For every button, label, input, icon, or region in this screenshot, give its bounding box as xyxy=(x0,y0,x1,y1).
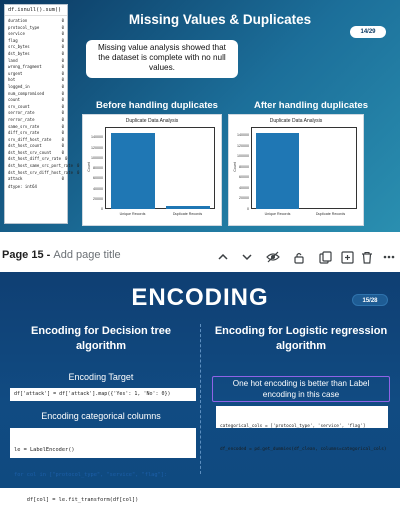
null-count-value: 0 xyxy=(61,130,64,136)
trash-icon[interactable] xyxy=(358,248,376,266)
code-line: df[col] = le.fit_transform(df[col]) xyxy=(14,496,139,503)
null-count-row xyxy=(5,18,67,25)
null-count-row xyxy=(5,150,67,157)
slide-title: Missing Values & Duplicates xyxy=(128,12,312,27)
column-name: urgent xyxy=(8,70,23,76)
null-count-value: 0 xyxy=(61,57,64,63)
encoding-target-code xyxy=(10,388,196,401)
null-count-row xyxy=(5,38,67,45)
code-line: categorical_cols = ['protocol_type', 'service', 'flag'] xyxy=(220,424,366,429)
null-count-row xyxy=(5,64,67,71)
code-text: df['attack'] = df['attack'].map({'Yes': 1, 'No': 0}) xyxy=(14,391,171,397)
y-axis-label: Count xyxy=(86,162,91,172)
column-name: protocol_type xyxy=(8,24,40,30)
null-count-row xyxy=(5,104,67,111)
after-duplicates-chart xyxy=(228,114,364,226)
null-count-value: 0 xyxy=(61,37,64,43)
column-name: duration xyxy=(8,18,28,23)
null-count-value: 0 xyxy=(61,116,64,122)
chevron-down-icon[interactable] xyxy=(238,248,256,266)
page-badge: 14/29 xyxy=(350,26,386,38)
null-count-value: 0 xyxy=(61,103,64,109)
y-tick-label: 40000 xyxy=(239,185,249,190)
column-name: serror_rate xyxy=(8,110,35,116)
null-count-value: 0 xyxy=(61,18,64,23)
x-tick-label: Unique Records xyxy=(264,212,291,216)
null-count-row xyxy=(5,58,67,65)
y-tick-label: 120000 xyxy=(91,145,103,150)
column-name: dst_host_srv_diff_host_rate xyxy=(8,169,74,175)
y-axis-label: Count xyxy=(232,162,237,172)
column-name: srv_count xyxy=(8,103,30,109)
null-count-row xyxy=(5,176,67,183)
null-counts-panel xyxy=(4,4,80,224)
code-header: df.isnull().sum() xyxy=(5,5,67,16)
null-count-value: 0 xyxy=(61,77,64,83)
y-tick-label: 120000 xyxy=(237,143,249,148)
null-count-row xyxy=(5,44,67,51)
before-duplicates-chart xyxy=(82,114,222,226)
after-label: After handling duplicates xyxy=(253,100,368,111)
null-count-row xyxy=(5,137,67,144)
column-name: land xyxy=(8,57,18,63)
column-name: dst_host_count xyxy=(8,143,42,149)
null-count-value: 0 xyxy=(61,123,64,129)
null-count-row xyxy=(5,71,67,78)
more-icon[interactable] xyxy=(380,248,398,266)
y-tick-label: 140000 xyxy=(237,132,249,137)
null-counts-list xyxy=(5,16,80,183)
chart-title: Duplicate Data Analysis xyxy=(269,118,323,124)
null-count-value: 0 xyxy=(61,97,64,103)
y-tick-label: 60000 xyxy=(93,176,103,181)
encoding-categorical-label: Encoding categorical columns xyxy=(41,411,161,421)
null-count-value: 0 xyxy=(61,31,64,37)
null-count-value: 0 xyxy=(77,163,80,169)
null-count-row xyxy=(5,169,80,177)
null-count-value: 0 xyxy=(77,169,80,175)
code-line: for col in ["protocol_type", "service", "flag"]: xyxy=(14,472,168,479)
column-name: dst_host_srv_count xyxy=(8,149,52,155)
one-hot-code xyxy=(216,406,388,452)
code-line: le = LabelEncoder() xyxy=(14,447,75,454)
decision-tree-heading: Encoding for Decision tree algorithm xyxy=(31,325,171,352)
x-tick-label: Duplicate Records xyxy=(315,212,346,216)
null-count-value: 0 xyxy=(61,44,64,50)
null-count-value: 0 xyxy=(61,90,64,96)
chevron-up-icon[interactable] xyxy=(214,248,232,266)
null-count-row xyxy=(5,117,67,124)
label-encoder-code xyxy=(10,428,196,503)
slide-15[interactable] xyxy=(0,272,400,503)
null-count-row xyxy=(5,51,67,58)
y-tick-label: 20000 xyxy=(93,196,103,201)
x-tick-label: Unique Records xyxy=(119,212,146,216)
column-name: dst_host_same_src_port_rate xyxy=(8,163,74,169)
before-label: Before handling duplicates xyxy=(96,100,218,111)
y-tick-label: 80000 xyxy=(93,166,103,170)
null-count-row xyxy=(5,110,67,117)
y-tick-label: 40000 xyxy=(93,186,103,191)
null-count-value: 0 xyxy=(61,64,64,70)
code-line: df_encoded = pd.get_dummies(df_clean, columns=categorical_cols) xyxy=(220,446,387,452)
column-name: src_bytes xyxy=(8,44,30,50)
page-number-label: Page 15 xyxy=(2,249,44,261)
null-count-row xyxy=(5,124,67,131)
null-count-row xyxy=(5,25,67,32)
dtype-footer: dtype: int64 xyxy=(8,183,37,189)
null-count-value: 0 xyxy=(61,110,64,116)
chart-title: Duplicate Data Analysis xyxy=(125,118,179,124)
column-name: srv_diff_host_rate xyxy=(8,136,52,142)
slide-title: ENCODING xyxy=(131,284,269,311)
page-label-group[interactable] xyxy=(2,249,121,261)
null-count-value: 0 xyxy=(61,24,64,30)
page-label-separator: - xyxy=(43,249,54,261)
column-name: flag xyxy=(8,37,18,43)
one-hot-note-text: One hot encoding is better than Label encoding in this case xyxy=(232,379,370,399)
column-name: attack xyxy=(8,176,23,182)
y-tick-label: 100000 xyxy=(91,155,103,160)
y-tick-label: 80000 xyxy=(239,164,249,169)
column-name: dst_bytes xyxy=(8,50,30,56)
column-name: rerror_rate xyxy=(8,116,35,122)
y-tick-label: 0 xyxy=(101,207,103,211)
column-name: diff_srv_rate xyxy=(8,130,40,136)
null-count-value: 0 xyxy=(61,70,64,76)
column-name: num_compromised xyxy=(8,90,45,96)
null-count-row xyxy=(5,31,67,38)
null-count-value: 0 xyxy=(61,50,64,56)
null-count-row xyxy=(5,163,80,170)
bar xyxy=(166,206,210,209)
y-tick-label: 0 xyxy=(247,207,249,211)
add-page-icon[interactable] xyxy=(338,248,356,266)
column-name: count xyxy=(8,97,21,103)
null-count-value: 0 xyxy=(61,176,64,182)
callout-text: Missing value analysis showed that the dataset is complete with no null values. xyxy=(98,43,226,72)
null-count-row xyxy=(5,91,67,98)
null-count-value: 0 xyxy=(61,83,64,89)
null-count-value: 0 xyxy=(61,143,64,149)
null-count-row xyxy=(5,143,67,150)
y-tick-label: 140000 xyxy=(91,135,103,140)
column-name: wrong_fragment xyxy=(8,64,42,70)
column-name: same_srv_rate xyxy=(8,123,40,129)
one-hot-note xyxy=(212,376,390,402)
null-count-row xyxy=(5,156,67,163)
y-tick-label: 20000 xyxy=(239,196,249,201)
column-divider xyxy=(200,324,201,474)
x-tick-label: Duplicate Records xyxy=(172,212,203,216)
logistic-regression-heading: Encoding for Logistic regression algorithm xyxy=(214,325,388,352)
callout-box xyxy=(86,40,238,78)
null-count-row xyxy=(5,97,67,104)
column-name: logged_in xyxy=(8,83,30,89)
slide-14[interactable] xyxy=(0,0,400,232)
encoding-target-label: Encoding Target xyxy=(68,372,134,382)
bar xyxy=(256,133,298,209)
null-count-row xyxy=(5,77,67,84)
null-count-row xyxy=(5,130,67,137)
null-count-row xyxy=(5,84,67,91)
bar xyxy=(111,133,155,209)
y-tick-label: 100000 xyxy=(237,154,249,159)
page-toolbar xyxy=(0,246,400,268)
null-count-value: 0 xyxy=(64,156,68,162)
null-count-value: 0 xyxy=(61,149,64,155)
column-name: hot xyxy=(8,77,16,83)
column-name: dst_host_diff_srv_rate xyxy=(8,156,61,162)
page-badge: 15/28 xyxy=(352,294,388,306)
lock-icon[interactable] xyxy=(290,248,308,266)
column-name: service xyxy=(8,31,25,37)
duplicate-icon[interactable] xyxy=(316,248,334,266)
hide-icon[interactable] xyxy=(264,248,282,266)
page-title-input[interactable]: Add page title xyxy=(53,249,121,261)
y-tick-label: 60000 xyxy=(239,175,249,180)
null-count-value: 0 xyxy=(61,136,64,142)
